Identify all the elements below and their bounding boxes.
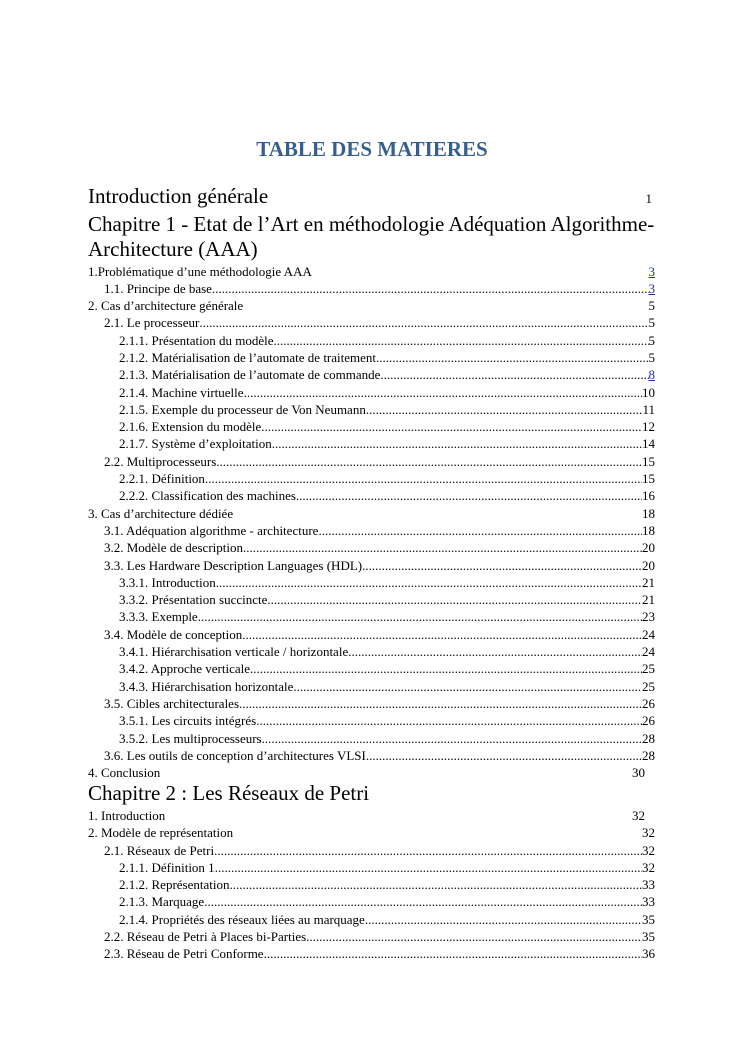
toc-dot-leader: [239, 695, 642, 712]
toc-dot-leader: [214, 842, 642, 859]
toc-entry[interactable]: [88, 314, 655, 331]
toc-dot-leader: [380, 366, 648, 383]
toc-entry-title: 2.1.4. Propriétés des réseaux liées au marquage: [119, 911, 365, 927]
toc-entry[interactable]: [88, 911, 655, 928]
toc-entry[interactable]: [88, 695, 655, 712]
toc-page-number: 28: [642, 747, 655, 763]
toc-dot-leader: [198, 608, 642, 625]
toc-dot-leader: [256, 712, 642, 729]
toc-dot-leader: [293, 678, 642, 695]
toc-dot-leader: [204, 893, 642, 910]
toc-dot-leader: [366, 401, 643, 418]
toc-entry[interactable]: [88, 807, 655, 824]
toc-page-number: 32: [642, 859, 655, 875]
toc-dot-leader: [362, 557, 642, 574]
toc-entry-title: 3.4.3. Hiérarchisation horizontale: [119, 678, 294, 694]
toc-entry-title: 2.1.1. Définition 1: [119, 859, 215, 875]
toc-entry-title: 3.1. Adéquation algorithme - architecture: [104, 522, 319, 538]
toc-dot-leader: [250, 660, 642, 677]
toc-entry-title: 2.1.2. Matérialisation de l’automate de traitement: [119, 349, 377, 365]
toc-entry-title: 3.6. Les outils de conception d’architectures VLSI: [104, 747, 366, 763]
toc-dot-leader: [272, 435, 642, 452]
toc-dot-leader: [376, 349, 648, 366]
toc-entry[interactable]: [88, 349, 655, 366]
toc-entry-title: 2. Cas d’architecture générale: [88, 298, 244, 314]
toc-page-number: 26: [642, 713, 655, 729]
toc-entry-title: 3.2. Modèle de description: [104, 540, 243, 556]
toc-entry-title: 3.3. Les Hardware Description Languages (HDL): [104, 557, 363, 573]
toc-dot-leader: [261, 418, 642, 435]
toc-dot-leader: [296, 487, 642, 504]
toc-page-number[interactable]: 3: [648, 280, 655, 296]
toc-chapter-heading[interactable]: [88, 184, 655, 212]
toc-entry[interactable]: [88, 470, 655, 487]
toc-dot-leader: [243, 539, 642, 556]
toc-page-number: 5: [648, 298, 655, 314]
toc-entry[interactable]: [88, 928, 655, 945]
toc-page-number: 25: [642, 678, 655, 694]
toc-dot-leader: [348, 643, 642, 660]
toc-page-number: 24: [642, 626, 655, 642]
toc-entry[interactable]: [88, 366, 655, 383]
toc-entry-title: 3.3.2. Présentation succincte: [119, 592, 268, 608]
toc-page-number: 20: [642, 540, 655, 556]
toc-page-number: 26: [642, 695, 655, 711]
toc-entry[interactable]: [88, 678, 655, 695]
toc-entry[interactable]: [88, 842, 655, 859]
toc-entry[interactable]: [88, 764, 655, 781]
toc-entry-title: 2.2. Multiprocesseurs: [104, 453, 217, 469]
toc-dot-leader: [318, 522, 642, 539]
toc-entry[interactable]: [88, 557, 655, 574]
toc-entry[interactable]: [88, 401, 655, 418]
toc-entry-title: 3.3.1. Introduction: [119, 574, 216, 590]
toc-page-number: 35: [642, 928, 655, 944]
toc-dot-leader: [264, 945, 642, 962]
toc-entry-title: 2.1.3. Marquage: [119, 894, 205, 910]
toc-page-number: 21: [642, 592, 655, 608]
toc-entry-title: 2. Modèle de représentation: [88, 825, 234, 841]
toc-page-number: 33: [642, 894, 655, 910]
toc-entry-title: 2.2.2. Classification des machines: [119, 488, 296, 504]
toc-page-number: 14: [642, 436, 655, 452]
toc-entry-title: 3.4.1. Hiérarchisation verticale / horizontale: [119, 644, 349, 660]
toc-entry[interactable]: [88, 522, 655, 539]
toc-page-number: 21: [642, 574, 655, 590]
toc-page-number: 32: [632, 807, 645, 823]
toc-entry[interactable]: [88, 574, 655, 591]
toc-entry-title: 3. Cas d’architecture dédiée: [88, 505, 234, 521]
toc-page-number: 30: [632, 765, 645, 781]
toc-page-number: 33: [642, 877, 655, 893]
toc-dot-leader: [366, 747, 642, 764]
toc-page-number: 1: [645, 191, 652, 206]
toc-entry-title: 4. Conclusion: [88, 765, 161, 781]
toc-page-number: 5: [648, 315, 655, 331]
toc-page-number: 23: [642, 609, 655, 625]
toc-page-number: 32: [642, 825, 655, 841]
toc-entry[interactable]: [88, 626, 655, 643]
toc-entry[interactable]: [88, 608, 655, 625]
toc-entry[interactable]: [88, 824, 655, 841]
toc-entry-title: 2.1.2. Représentation: [119, 877, 230, 893]
toc-page-number: 35: [642, 911, 655, 927]
toc-page-number[interactable]: 8: [648, 367, 655, 383]
toc-entry[interactable]: [88, 859, 655, 876]
toc-entry[interactable]: [88, 660, 655, 677]
toc-page-number[interactable]: 3: [648, 263, 655, 279]
toc-entry-title: 2.1. Le processeur: [104, 315, 200, 331]
toc-entry-title: 2.1.7. Système d’exploitation: [119, 436, 272, 452]
toc-dot-leader: [267, 591, 642, 608]
toc-page-number: 24: [642, 644, 655, 660]
toc-entry-title: 1. Introduction: [88, 807, 166, 823]
toc-entry-title: 3.5.2. Les multiprocesseurs: [119, 730, 262, 746]
toc-entry[interactable]: [88, 487, 655, 504]
toc-dot-leader: [216, 574, 642, 591]
toc-page-number: 28: [642, 730, 655, 746]
toc-entry-title: Chapitre 2 : Les Réseaux de Petri: [88, 781, 370, 806]
toc-dot-leader: [306, 928, 642, 945]
toc-page-number: 15: [642, 471, 655, 487]
toc-dot-leader: [229, 876, 642, 893]
toc-dot-leader: [199, 314, 648, 331]
toc-entry-title: 2.1.4. Machine virtuelle: [119, 384, 244, 400]
toc-entry[interactable]: [88, 730, 655, 747]
toc-dot-leader: [215, 859, 642, 876]
toc-entry[interactable]: [88, 453, 655, 470]
toc-dot-leader: [365, 911, 642, 928]
toc-entry[interactable]: [88, 712, 655, 729]
toc-dot-leader: [262, 730, 642, 747]
toc-entry[interactable]: [88, 297, 655, 314]
toc-entry-title: 2.1. Réseaux de Petri: [104, 842, 215, 858]
toc-dot-leader: [216, 453, 642, 470]
toc-entry-title: 2.3. Réseau de Petri Conforme: [104, 946, 264, 962]
toc-entry-title: 1.Problématique d’une méthodologie AAA: [88, 263, 312, 279]
toc-entry[interactable]: [88, 505, 655, 522]
toc-entry[interactable]: [88, 747, 655, 764]
toc-entry[interactable]: [88, 539, 655, 556]
toc-title: TABLE DES MATIERES: [256, 137, 488, 161]
toc-page-number: 11: [642, 401, 655, 417]
toc-page-number: 25: [642, 661, 655, 677]
toc-entry-title: 3.4. Modèle de conception: [104, 626, 243, 642]
toc-page-number: 36: [642, 946, 655, 962]
toc-entry[interactable]: [88, 591, 655, 608]
toc-entry-title: 2.2. Réseau de Petri à Places bi-Parties: [104, 928, 307, 944]
toc-dot-leader: [244, 384, 642, 401]
toc-entry[interactable]: [88, 876, 655, 893]
toc-entry[interactable]: [88, 263, 655, 280]
toc-dot-leader: [205, 470, 642, 487]
toc-page-number: 32: [642, 842, 655, 858]
toc-entry[interactable]: [88, 280, 655, 297]
toc-list: [88, 184, 655, 963]
toc-page-number: 12: [642, 419, 655, 435]
toc-chapter-heading[interactable]: [88, 781, 655, 807]
toc-chapter-heading[interactable]: [88, 212, 655, 263]
toc-entry[interactable]: [88, 945, 655, 962]
toc-entry[interactable]: [88, 418, 655, 435]
toc-dot-leader: [212, 280, 649, 297]
toc-page-number: 16: [642, 488, 655, 504]
toc-page-number: 18: [642, 505, 655, 521]
toc-entry-title: 3.3.3. Exemple: [119, 609, 198, 625]
toc-page-number: 20: [642, 557, 655, 573]
toc-entry[interactable]: [88, 643, 655, 660]
toc-dot-leader: [274, 332, 649, 349]
toc-entry[interactable]: [88, 435, 655, 452]
toc-page-number: 5: [648, 349, 655, 365]
toc-entry-title: 2.1.6. Extension du modèle: [119, 419, 262, 435]
toc-page-number: 15: [642, 453, 655, 469]
toc-entry-title: Introduction générale: [88, 184, 269, 208]
toc-entry[interactable]: [88, 893, 655, 910]
toc-entry-title: 2.2.1. Définition: [119, 471, 205, 487]
toc-entry-title: 2.1.3. Matérialisation de l’automate de commande: [119, 367, 381, 383]
toc-dot-leader: [242, 626, 642, 643]
toc-entry-title: 2.1.5. Exemple du processeur de Von Neumann: [119, 401, 366, 417]
toc-entry[interactable]: [88, 332, 655, 349]
toc-entry-title: Chapitre 1 - Etat de l’Art en méthodologie Adéquation Algorithme-Architecture (AAA): [88, 211, 655, 261]
toc-entry-title: 3.5. Cibles architecturales: [104, 695, 240, 711]
toc-entry-title: 2.1.1. Présentation du modèle: [119, 332, 274, 348]
toc-entry[interactable]: [88, 384, 655, 401]
toc-page-number: 18: [642, 522, 655, 538]
toc-entry-title: 1.1. Principe de base: [104, 280, 212, 296]
toc-entry-title: 3.5.1. Les circuits intégrés: [119, 713, 257, 729]
toc-page-number: 5: [648, 332, 655, 348]
toc-page-number: 10: [642, 384, 655, 400]
toc-entry-title: 3.4.2. Approche verticale: [119, 661, 251, 677]
